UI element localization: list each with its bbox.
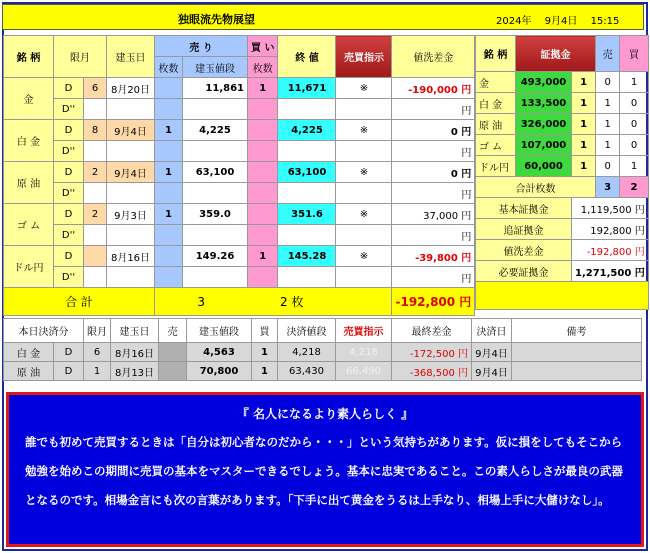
margin-value: 107,000 — [516, 135, 572, 156]
hdr-date: 建玉日 — [111, 319, 159, 343]
row-buy-qty: 1 — [248, 246, 278, 267]
row-month — [84, 141, 107, 162]
row-close: 4,225 — [278, 120, 336, 141]
row-type: D'' — [54, 225, 84, 246]
margin-buy: 1 — [620, 72, 649, 93]
row-diff: 円 — [392, 225, 475, 246]
row-month: 2 — [84, 204, 107, 225]
settle-buy: 1 — [252, 343, 278, 362]
hdr-sell: 売 — [596, 36, 620, 72]
hdr-buy: 買 — [252, 319, 278, 343]
hdr-buy-qty: 枚数 — [248, 57, 278, 78]
hdr-settle-date: 決済日 — [472, 319, 512, 343]
row-order: ※ — [336, 246, 392, 267]
row-buy-qty — [248, 141, 278, 162]
hdr-brand: 銘 柄 — [476, 36, 516, 72]
settle-price: 4,563 — [187, 343, 252, 362]
settle-close: 63,430 — [278, 362, 336, 381]
row-buy-qty — [248, 162, 278, 183]
margin-buy: 0 — [620, 93, 649, 114]
date-label: 9月4日 — [544, 16, 578, 27]
row-type: D'' — [54, 267, 84, 288]
row-price: 4,225 — [183, 120, 248, 141]
summary-label: 追証拠金 — [476, 219, 572, 240]
settle-note — [512, 362, 642, 381]
margin-table — [475, 35, 649, 310]
hdr-sell-qty: 枚数 — [155, 57, 183, 78]
row-type: D — [54, 78, 84, 99]
row-sell-qty — [155, 141, 183, 162]
row-type: D — [54, 120, 84, 141]
row-price: 63,100 — [183, 162, 248, 183]
row-brand: 金 — [4, 78, 54, 120]
hdr-note: 備考 — [512, 319, 642, 343]
row-price: 149.26 — [183, 246, 248, 267]
hdr-settle: 本日決済分 — [4, 319, 84, 343]
row-date: 9月4日 — [107, 162, 155, 183]
row-buy-qty — [248, 204, 278, 225]
summary-label: 必要証拠金 — [476, 261, 572, 282]
row-order — [336, 99, 392, 120]
row-diff: 円 — [392, 183, 475, 204]
row-date — [107, 225, 155, 246]
year-label: 2024年 — [496, 16, 532, 27]
advice-title: 『 名人になるより素人らしく 』 — [236, 407, 414, 421]
settle-type: D — [54, 362, 84, 381]
hdr-close: 終 値 — [278, 36, 336, 78]
row-buy-qty — [248, 120, 278, 141]
row-order — [336, 141, 392, 162]
row-type: D'' — [54, 99, 84, 120]
settle-buy: 1 — [252, 362, 278, 381]
row-order: ※ — [336, 120, 392, 141]
margin-sell: 0 — [596, 72, 620, 93]
margin-count: 1 — [572, 135, 596, 156]
row-diff: 円 — [392, 99, 475, 120]
margin-brand: 金 — [476, 72, 516, 93]
margin-count: 1 — [572, 156, 596, 177]
hdr-month: 限月 — [54, 36, 107, 78]
summary-label: 値洗差金 — [476, 240, 572, 261]
settle-final: -368,500 円 — [392, 362, 472, 381]
advice-box — [6, 392, 644, 547]
row-brand: 原 油 — [4, 162, 54, 204]
row-date: 9月4日 — [107, 120, 155, 141]
row-close — [278, 141, 336, 162]
row-close — [278, 183, 336, 204]
row-type: D'' — [54, 183, 84, 204]
row-diff: 37,000 円 — [392, 204, 475, 225]
row-price — [183, 99, 248, 120]
hdr-sell: 売 り — [155, 36, 248, 57]
margin-brand: ゴ ム — [476, 135, 516, 156]
hdr-final: 最終差金 — [392, 319, 472, 343]
total-count-label: 合計枚数 — [476, 177, 596, 198]
row-buy-qty — [248, 99, 278, 120]
settle-brand: 原 油 — [4, 362, 54, 381]
margin-buy: 0 — [620, 135, 649, 156]
row-date: 8月16日 — [107, 246, 155, 267]
margin-sell: 1 — [596, 93, 620, 114]
row-buy-qty — [248, 225, 278, 246]
row-diff: 円 — [392, 267, 475, 288]
summary-value: 1,271,500 円 — [572, 261, 649, 282]
summary-value: 1,119,500 円 — [572, 198, 649, 219]
total-spacer — [336, 288, 392, 316]
row-sell-qty — [155, 225, 183, 246]
row-sell-qty — [155, 78, 183, 99]
row-order: ※ — [336, 78, 392, 99]
row-price — [183, 141, 248, 162]
hdr-margin: 証拠金 — [516, 36, 596, 72]
settle-close: 4,218 — [278, 343, 336, 362]
row-month — [84, 225, 107, 246]
margin-buy: 0 — [620, 114, 649, 135]
hdr-price: 建玉値段 — [187, 319, 252, 343]
row-sell-qty — [155, 99, 183, 120]
row-date — [107, 99, 155, 120]
row-sell-qty: 1 — [155, 120, 183, 141]
row-sell-qty — [155, 267, 183, 288]
settlement-table — [3, 318, 642, 381]
row-order — [336, 267, 392, 288]
row-price — [183, 267, 248, 288]
total-buy: 2 枚 — [248, 288, 336, 316]
row-type: D — [54, 204, 84, 225]
row-diff: 0 円 — [392, 162, 475, 183]
summary-value: -192,800 円 — [572, 240, 649, 261]
row-price — [183, 225, 248, 246]
row-month — [84, 246, 107, 267]
settle-order: 4,218 — [336, 343, 392, 362]
margin-sell: 0 — [596, 156, 620, 177]
hdr-open-date: 建玉日 — [107, 36, 155, 78]
settle-order: 66,490 — [336, 362, 392, 381]
row-month: 6 — [84, 78, 107, 99]
row-close — [278, 99, 336, 120]
row-buy-qty: 1 — [248, 78, 278, 99]
row-diff: -190,000 円 — [392, 78, 475, 99]
margin-count: 1 — [572, 114, 596, 135]
row-order — [336, 225, 392, 246]
row-date — [107, 267, 155, 288]
row-month — [84, 267, 107, 288]
row-price — [183, 183, 248, 204]
margin-value: 493,000 — [516, 72, 572, 93]
settle-price: 70,800 — [187, 362, 252, 381]
row-month: 2 — [84, 162, 107, 183]
row-date — [107, 141, 155, 162]
settle-note — [512, 343, 642, 362]
row-close: 145.28 — [278, 246, 336, 267]
margin-count: 1 — [572, 93, 596, 114]
row-type: D — [54, 246, 84, 267]
row-month: 8 — [84, 120, 107, 141]
advice-body: 誰でも初めて売買するときは「自分は初心者なのだから・・・」という気持ちがあります。仮に損をしてもそこから勉強を始めこの期間に売買の基本をマスターできるでしょう。基本に忠実であること。この素人らしさが最良の武器となるのです。相場金言にも次の言葉があります。「下手に出て黄金をうるは上手なり、相場上手に大儲けなし」。 — [25, 435, 623, 507]
row-price: 359.0 — [183, 204, 248, 225]
row-buy-qty — [248, 183, 278, 204]
positions-table — [3, 35, 475, 316]
row-diff: 円 — [392, 141, 475, 162]
row-brand: ゴ ム — [4, 204, 54, 246]
hdr-order: 売買指示 — [336, 319, 392, 343]
total-count-buy: 2 — [620, 177, 649, 198]
margin-sell: 1 — [596, 135, 620, 156]
row-diff: -39,800 円 — [392, 246, 475, 267]
row-close: 11,671 — [278, 78, 336, 99]
settle-final: -172,500 円 — [392, 343, 472, 362]
row-close — [278, 225, 336, 246]
margin-value: 326,000 — [516, 114, 572, 135]
row-sell-qty — [155, 183, 183, 204]
margin-brand: 原 油 — [476, 114, 516, 135]
hdr-buy: 買 — [620, 36, 649, 72]
margin-value: 60,000 — [516, 156, 572, 177]
hdr-diff: 値洗差金 — [392, 36, 475, 78]
row-sell-qty: 1 — [155, 162, 183, 183]
row-close: 351.6 — [278, 204, 336, 225]
hdr-brand: 銘 柄 — [4, 36, 54, 78]
summary-value: 192,800 円 — [572, 219, 649, 240]
settle-month: 1 — [84, 362, 111, 381]
hdr-month: 限月 — [84, 319, 111, 343]
row-order — [336, 183, 392, 204]
hdr-close: 決済値段 — [278, 319, 336, 343]
margin-brand: ドル円 — [476, 156, 516, 177]
total-count-sell: 3 — [596, 177, 620, 198]
margin-sell: 1 — [596, 114, 620, 135]
margin-footer — [476, 282, 649, 310]
total-sell: 3 — [155, 288, 248, 316]
row-brand: 白 金 — [4, 120, 54, 162]
margin-buy: 1 — [620, 156, 649, 177]
row-close — [278, 267, 336, 288]
row-type: D'' — [54, 141, 84, 162]
page-title: 独眼流先物展望 — [178, 13, 255, 26]
row-buy-qty — [248, 267, 278, 288]
row-order: ※ — [336, 204, 392, 225]
row-date — [107, 183, 155, 204]
settle-brand: 白 金 — [4, 343, 54, 362]
row-date: 8月20日 — [107, 78, 155, 99]
settle-type: D — [54, 343, 84, 362]
settle-sell — [159, 343, 187, 362]
row-month — [84, 99, 107, 120]
settle-date-out: 9月4日 — [472, 362, 512, 381]
title-bar — [2, 4, 644, 30]
row-brand: ドル円 — [4, 246, 54, 288]
datetime — [496, 12, 629, 27]
total-diff: -192,800 円 — [392, 288, 475, 316]
settle-date: 8月13日 — [111, 362, 159, 381]
hdr-buy: 買 い — [248, 36, 278, 57]
settle-month: 6 — [84, 343, 111, 362]
total-label: 合 計 — [4, 288, 155, 316]
margin-count: 1 — [572, 72, 596, 93]
row-price: 11,861 — [183, 78, 248, 99]
settle-date-out: 9月4日 — [472, 343, 512, 362]
hdr-order: 売買指示 — [336, 36, 392, 78]
row-sell-qty — [155, 246, 183, 267]
row-diff: 0 円 — [392, 120, 475, 141]
row-sell-qty: 1 — [155, 204, 183, 225]
row-type: D — [54, 162, 84, 183]
margin-brand: 白 金 — [476, 93, 516, 114]
time-label: 15:15 — [590, 16, 620, 27]
row-close: 63,100 — [278, 162, 336, 183]
row-date: 9月3日 — [107, 204, 155, 225]
settle-sell — [159, 362, 187, 381]
margin-value: 133,500 — [516, 93, 572, 114]
summary-label: 基本証拠金 — [476, 198, 572, 219]
row-order: ※ — [336, 162, 392, 183]
hdr-sell: 売 — [159, 319, 187, 343]
settle-date: 8月16日 — [111, 343, 159, 362]
row-month — [84, 183, 107, 204]
hdr-price: 建玉値段 — [183, 57, 248, 78]
